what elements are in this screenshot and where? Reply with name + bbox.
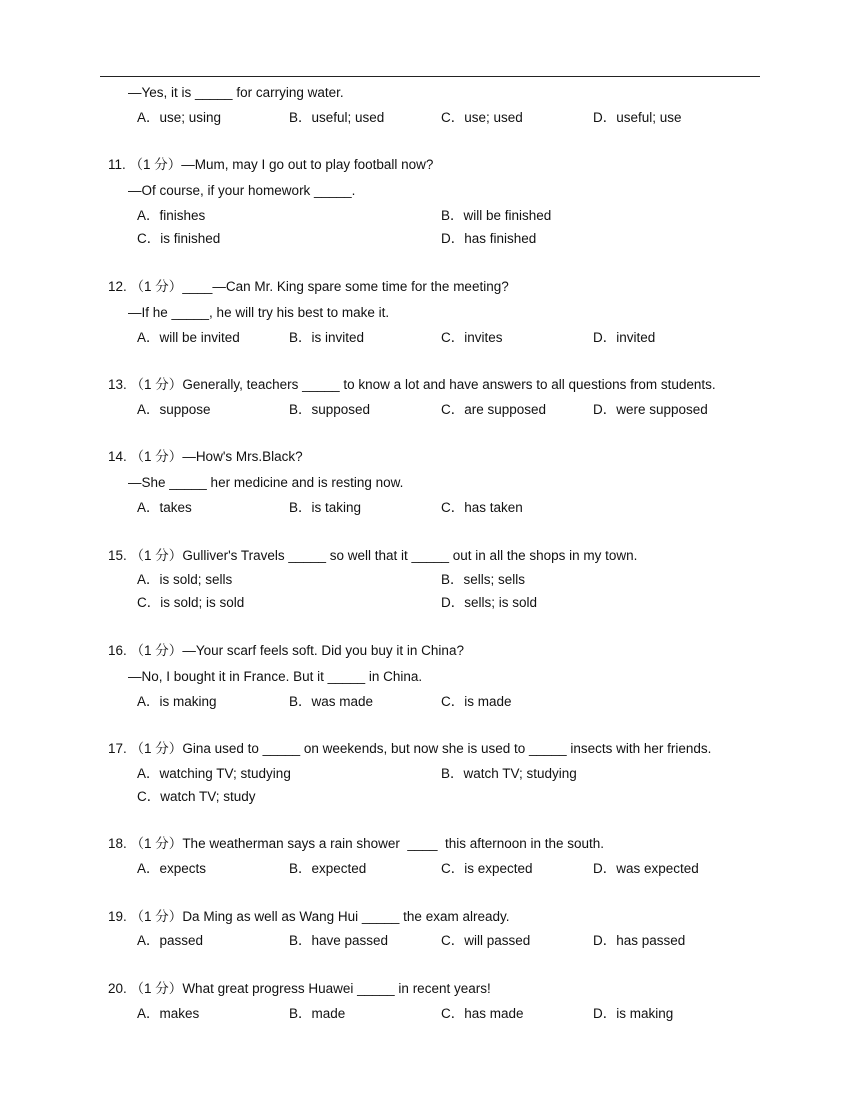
question-19 [108, 908, 509, 926]
question-score: （1 分） [130, 741, 183, 756]
q11-option-c: C．is finished [137, 231, 221, 246]
q11-option-d: D．has finished [441, 231, 537, 246]
question-text: Generally, teachers _____ to know a lot and have answers to all questions from students. [182, 377, 716, 392]
question-16 [108, 642, 464, 660]
prev-option-c: C．use; used [441, 110, 523, 125]
question-text: What great progress Huawei _____ in recent years! [182, 981, 491, 996]
prev-option-d: D．useful; use [593, 110, 682, 125]
question-13 [108, 376, 716, 394]
question-number: 14. [108, 449, 127, 464]
prev-option-b: B．useful; used [289, 110, 385, 125]
q12-option-a: A．will be invited [137, 330, 240, 345]
q13-option-d: D．were supposed [593, 402, 708, 417]
question-text: Gina used to _____ on weekends, but now she is used to _____ insects with her friends. [182, 741, 712, 756]
question-number: 17. [108, 741, 127, 756]
q13-option-a: A．suppose [137, 402, 211, 417]
question-number: 20. [108, 981, 127, 996]
question-number: 16. [108, 643, 127, 658]
q13-option-c: C．are supposed [441, 402, 547, 417]
q14-option-a: A．takes [137, 500, 192, 515]
question-text: —Mum, may I go out to play football now? [181, 157, 434, 172]
question-score: （1 分） [130, 279, 183, 294]
question-14-line-1: —She _____ her medicine and is resting now. [128, 475, 404, 490]
q12-option-c: C．invites [441, 330, 503, 345]
prev-answer-line: —Yes, it is _____ for carrying water. [128, 85, 344, 100]
question-number: 15. [108, 548, 127, 563]
question-text: The weatherman says a rain shower ____ this afternoon in the south. [182, 836, 605, 851]
question-11-line-1: —Of course, if your homework _____. [128, 183, 356, 198]
question-text: Da Ming as well as Wang Hui _____ the exam already. [182, 909, 510, 924]
q16-option-b: B．was made [289, 694, 374, 709]
question-16-line-1: —No, I bought it in France. But it _____ in China. [128, 669, 423, 684]
question-score: （1 分） [129, 157, 182, 172]
question-score: （1 分） [130, 548, 183, 563]
header-rule [100, 76, 760, 77]
question-score: （1 分） [130, 836, 183, 851]
q15-option-d: D．sells; is sold [441, 595, 538, 610]
question-score: （1 分） [130, 981, 183, 996]
q15-option-b: B．sells; sells [441, 572, 526, 587]
question-score: （1 分） [130, 449, 183, 464]
question-text: —Your scarf feels soft. Did you buy it in China? [182, 643, 464, 658]
q13-option-b: B．supposed [289, 402, 371, 417]
question-score: （1 分） [130, 377, 183, 392]
q18-option-c: C．is expected [441, 861, 533, 876]
question-14 [108, 448, 303, 466]
question-18 [108, 835, 604, 853]
q14-option-b: B．is taking [289, 500, 362, 515]
q16-option-c: C．is made [441, 694, 512, 709]
q18-option-b: B．expected [289, 861, 367, 876]
q20-option-b: B．made [289, 1006, 346, 1021]
question-text: Gulliver's Travels _____ so well that it _____ out in all the shops in my town. [182, 548, 638, 563]
q19-option-b: B．have passed [289, 933, 389, 948]
q19-option-d: D．has passed [593, 933, 686, 948]
q17-option-b: B．watch TV; studying [441, 766, 577, 781]
q11-option-a: A．finishes [137, 208, 206, 223]
question-number: 11. [108, 157, 126, 172]
question-number: 13. [108, 377, 127, 392]
question-score: （1 分） [130, 909, 183, 924]
question-12-line-1: —If he _____, he will try his best to make it. [128, 305, 390, 320]
q19-option-c: C．will passed [441, 933, 531, 948]
question-number: 12. [108, 279, 127, 294]
q15-option-a: A．is sold; sells [137, 572, 233, 587]
q17-option-a: A．watching TV; studying [137, 766, 291, 781]
question-number: 18. [108, 836, 127, 851]
question-15 [108, 547, 637, 565]
q11-option-b: B．will be finished [441, 208, 552, 223]
q18-option-a: A．expects [137, 861, 207, 876]
question-score: （1 分） [130, 643, 183, 658]
question-text: ____—Can Mr. King spare some time for the meeting? [182, 279, 509, 294]
q18-option-d: D．was expected [593, 861, 699, 876]
q17-option-c: C．watch TV; study [137, 789, 256, 804]
q12-option-b: B．is invited [289, 330, 365, 345]
q12-option-d: D．invited [593, 330, 656, 345]
question-11 [108, 156, 433, 174]
question-17 [108, 740, 711, 758]
q20-option-a: A．makes [137, 1006, 200, 1021]
q20-option-c: C．has made [441, 1006, 524, 1021]
question-12 [108, 278, 509, 296]
question-20 [108, 980, 491, 998]
prev-option-a: A．use; using [137, 110, 222, 125]
question-text: —How's Mrs.Black? [182, 449, 303, 464]
q19-option-a: A．passed [137, 933, 204, 948]
q20-option-d: D．is making [593, 1006, 674, 1021]
q15-option-c: C．is sold; is sold [137, 595, 245, 610]
q16-option-a: A．is making [137, 694, 217, 709]
q14-option-c: C．has taken [441, 500, 523, 515]
question-number: 19. [108, 909, 127, 924]
